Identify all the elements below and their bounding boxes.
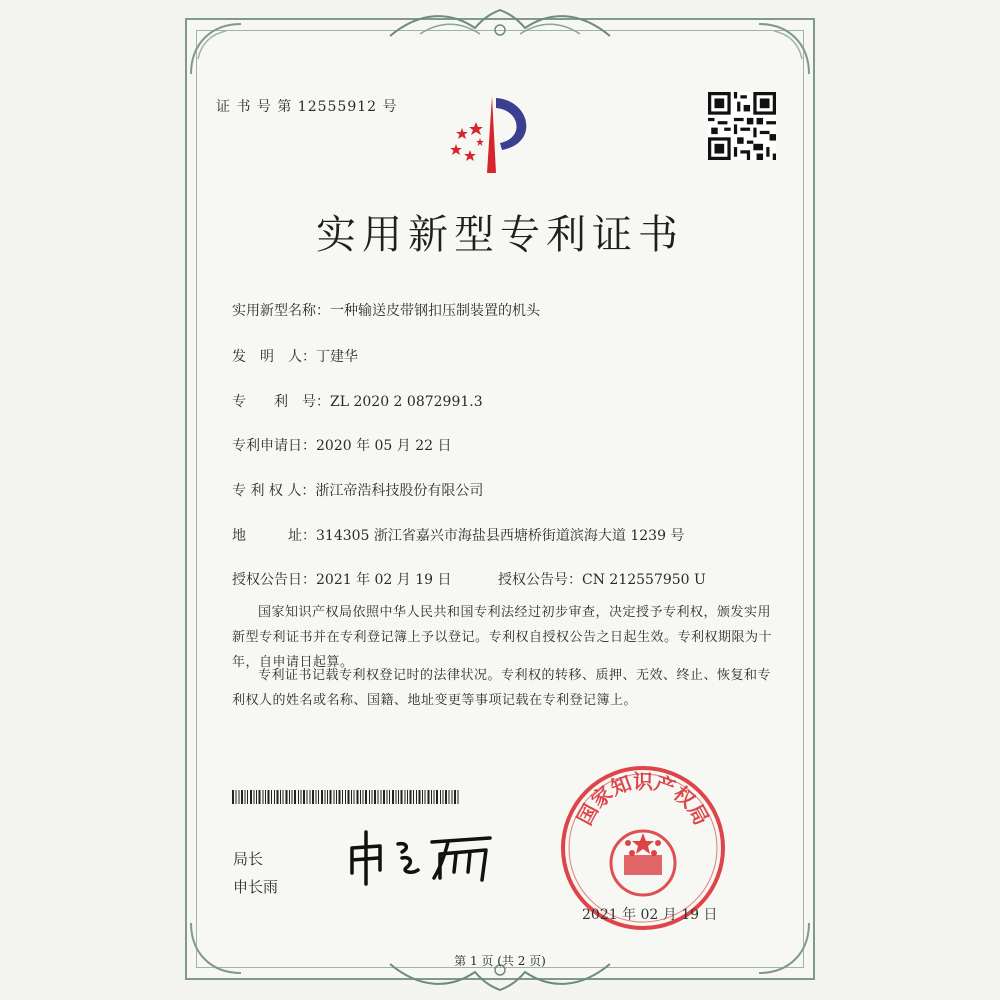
inventor-field	[232, 346, 358, 366]
top-ornament-icon	[380, 6, 620, 46]
body-paragraph-2: 专利证书记载专利权登记时的法律状况。专利权的转移、质押、无效、终止、恢复和专利权人的姓名或名称、国籍、地址变更等事项记载在专利登记簿上。	[232, 668, 772, 708]
field-label: 授权公告号：	[498, 572, 582, 588]
svg-text:国家知识产权局	[572, 769, 713, 828]
field-label: 发 明 人：	[232, 349, 316, 365]
patent-number-field	[232, 391, 483, 411]
corner-ornament-icon	[186, 918, 246, 978]
field-value: 2020 年 05 月 22 日	[316, 438, 452, 454]
field-value: 314305 浙江省嘉兴市海盐县西塘桥街道滨海大道 1239 号	[316, 528, 685, 544]
cnipa-logo-icon	[440, 88, 550, 178]
grant-announcement-date-field	[232, 569, 452, 589]
seal-date: 2021 年 02 月 19 日	[582, 907, 718, 923]
qr-code-icon	[708, 92, 776, 160]
certificate-number: 证 书 号 第 12555912 号	[216, 99, 398, 115]
signature-icon	[340, 818, 500, 888]
field-label: 专 利 权 人：	[232, 483, 316, 499]
director-name: 申长雨	[233, 878, 279, 896]
field-label: 授权公告日：	[232, 572, 316, 588]
field-label: 地 址：	[232, 528, 316, 544]
grant-announcement-number-field	[498, 569, 706, 589]
body-paragraph-1: 国家知识产权局依照中华人民共和国专利法经过初步审查，决定授予专利权，颁发实用新型专利证书并在专利登记簿上予以登记。专利权自授权公告之日起生效。专利权期限为十年，自申请日起算。	[232, 605, 773, 670]
utility-model-name-field	[232, 300, 540, 320]
field-label: 实用新型名称：	[232, 303, 330, 319]
corner-ornament-icon	[186, 19, 246, 79]
corner-ornament-icon	[754, 918, 814, 978]
barcode-icon	[232, 790, 462, 804]
corner-ornament-icon	[754, 19, 814, 79]
field-value: 2021 年 02 月 19 日	[316, 572, 452, 588]
page-indicator: 第 1 页 (共 2 页)	[454, 954, 546, 968]
director-title: 局长	[233, 850, 264, 868]
field-value: 浙江帝浩科技股份有限公司	[315, 483, 484, 499]
address-field	[232, 525, 684, 545]
field-label: 专 利 号：	[232, 394, 330, 410]
page-title: 实用新型专利证书	[316, 212, 684, 258]
field-value: 一种输送皮带钢扣压制装置的机头	[330, 303, 540, 319]
field-label: 专利申请日：	[232, 438, 316, 454]
patentee-field	[232, 480, 483, 500]
seal-text: 国家知识产权局	[572, 769, 714, 829]
application-date-field	[232, 435, 452, 455]
field-value: 丁建华	[316, 349, 358, 365]
field-value: ZL 2020 2 0872991.3	[330, 394, 483, 410]
field-value: CN 212557950 U	[582, 572, 706, 588]
